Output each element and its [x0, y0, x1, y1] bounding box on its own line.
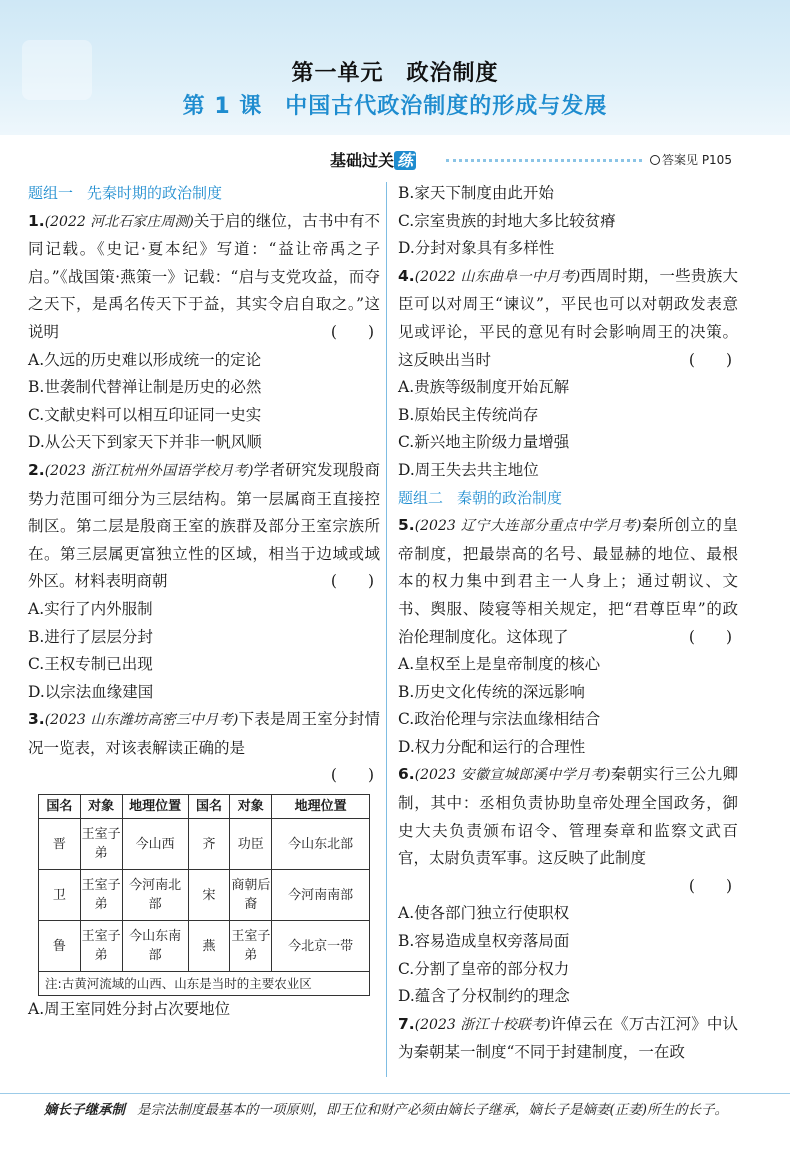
option-b[interactable]: B.进行了层层分封: [28, 627, 153, 646]
option-c[interactable]: C.文献史料可以相互印证同一史实: [28, 405, 262, 424]
left-column: [28, 180, 380, 1024]
question-source: (2023 安徽宣城郎溪中学月考): [414, 767, 611, 784]
option-b[interactable]: B.世袭制代替禅让制是历史的必然: [28, 378, 262, 397]
column-header: 国名: [188, 795, 230, 819]
question-stem: 许倬云在《万古江河》中认为秦朝某一制度“不同于封建制度，一在政: [398, 1014, 738, 1062]
answer-reference-text: 答案见 P105: [662, 153, 732, 167]
footnote-text: 是宗法制度最基本的一项原则，即王位和财产必须由嫡长子继承，嫡长子是嫡妻(正妻)所生的长子。: [137, 1102, 729, 1118]
question-7: [398, 1011, 738, 1067]
option-c[interactable]: C.新兴地主阶级力量增强: [398, 433, 570, 452]
column-header: 对象: [230, 795, 272, 819]
option-c[interactable]: C.宗室贵族的封地大多比较贫瘠: [398, 211, 616, 230]
option-c[interactable]: C.分割了皇帝的部分权力: [398, 959, 570, 978]
table-row: [39, 870, 370, 921]
search-icon: [650, 155, 660, 165]
question-number: 5.: [398, 516, 415, 535]
table-header-row: [39, 795, 370, 819]
question-number: 2.: [28, 460, 45, 479]
answer-blank[interactable]: ( ): [688, 627, 732, 646]
footnote: [0, 1093, 790, 1150]
question-number: 4.: [398, 266, 415, 285]
question-source: (2023 浙江十校联考): [414, 1016, 551, 1033]
table-cell: 晋: [39, 819, 81, 870]
option-a[interactable]: A.使各部门独立行使职权: [398, 904, 570, 923]
question-stem: 关于启的继位，古书中有不同记载。《史记·夏本纪》写道：“益让帝禹之子启。”《战国策·燕策一》记载：“启与支党攻益，而夺之天下，是禹名传天下于益，其实令启自取之。”这说明: [28, 211, 380, 341]
table-cell: 今北京一带: [272, 921, 370, 972]
answer-blank[interactable]: ( ): [330, 572, 374, 591]
option-b[interactable]: B.原始民主传统尚存: [398, 405, 539, 424]
table-cell: 齐: [188, 819, 230, 870]
question-4: [398, 263, 738, 485]
table-cell: 今山东南部: [122, 921, 188, 972]
table-cell: 今河南南部: [272, 870, 370, 921]
table-cell: 王室子弟: [80, 870, 122, 921]
question-number: 3.: [28, 710, 45, 729]
group-label: 题组一: [28, 184, 74, 202]
option-c[interactable]: C.王权专制已出现: [28, 655, 153, 674]
question-number: 7.: [398, 1014, 415, 1033]
column-header: 地理位置: [122, 795, 188, 819]
group-label: 题组二: [398, 488, 444, 507]
section-bar: [0, 148, 790, 174]
lesson-title: 第 1 课 中国古代政治制度的形成与发展: [182, 94, 608, 119]
table-cell: 商朝后裔: [230, 870, 272, 921]
question-stem: 西周时期，一些贵族大臣可以对周王“谏议”，平民也可以对朝政发表意见或评论，平民的意见有时会影响周王的决策。这反映出当时: [398, 266, 738, 369]
option-b[interactable]: B.容易造成皇权旁落局面: [398, 932, 570, 951]
option-a[interactable]: A.久远的历史难以形成统一的定论: [28, 350, 262, 369]
group-name: 先秦时期的政治制度: [87, 184, 223, 202]
option-a[interactable]: A.皇权至上是皇帝制度的核心: [398, 655, 601, 674]
table-cell: 燕: [188, 921, 230, 972]
table-cell: 鲁: [39, 921, 81, 972]
answer-blank[interactable]: ( ): [688, 350, 732, 369]
column-header: 对象: [80, 795, 122, 819]
option-d[interactable]: D.以宗法血缘建国: [28, 682, 154, 701]
question-3: [28, 706, 380, 1023]
table-note-row: [39, 972, 370, 996]
question-source: (2022 河北石家庄周测): [44, 213, 194, 230]
option-b[interactable]: B.家天下制度由此开始: [398, 184, 554, 202]
question-source: (2023 浙江杭州外国语学校月考): [44, 462, 254, 479]
question-number: 1.: [28, 211, 45, 230]
answer-blank[interactable]: ( ): [330, 766, 374, 785]
column-header: 国名: [39, 795, 81, 819]
dotted-rule: [446, 159, 642, 162]
table-cell: 今山西: [122, 819, 188, 870]
question-number: 6.: [398, 765, 415, 784]
question-stem: 秦所创立的皇帝制度，把最崇高的名号、最显赫的地位、最根本的权力集中到君主一人身上；通过朝议、文书、舆服、陵寝等相关规定，把“君尊臣卑”的政治伦理制度化。这体现了: [398, 516, 738, 646]
right-column: [398, 180, 738, 1067]
answer-reference: [650, 151, 732, 168]
section-title-accent: 练: [394, 151, 416, 170]
page-header: [0, 0, 790, 135]
option-a[interactable]: A.贵族等级制度开始瓦解: [398, 378, 570, 397]
table-note: 注:古黄河流域的山西、山东是当时的主要农业区: [39, 972, 370, 996]
fief-table: [38, 794, 370, 996]
unit-title: 第一单元 政治制度: [291, 61, 499, 86]
group-title-2: [398, 485, 738, 513]
question-stem: 下表是周王室分封情况一览表，对该表解读正确的是: [28, 710, 380, 757]
option-d[interactable]: D.蕴含了分权制约的理念: [398, 987, 570, 1006]
question-1: [28, 208, 380, 457]
section-title: [330, 148, 416, 171]
column-divider: [386, 182, 387, 1077]
option-d[interactable]: D.分封对象具有多样性: [398, 239, 555, 258]
table-row: [39, 819, 370, 870]
table-cell: 王室子弟: [230, 921, 272, 972]
section-title-main: 基础过关: [330, 151, 395, 170]
question-2: [28, 457, 380, 706]
footnote-term: 嫡长子继承制: [44, 1102, 125, 1118]
question-5: [398, 512, 738, 761]
table-cell: 功臣: [230, 819, 272, 870]
group-name: 秦朝的政治制度: [457, 488, 563, 507]
answer-blank[interactable]: ( ): [330, 322, 374, 341]
question-source: (2023 山东潍坊高密三中月考): [44, 712, 239, 729]
table-cell: 今河南北部: [122, 870, 188, 921]
question-6: [398, 761, 738, 1010]
table-cell: 卫: [39, 870, 81, 921]
option-d[interactable]: D.周王失去共主地位: [398, 460, 539, 479]
question-stem: 秦朝实行三公九卿制，其中：丞相负责协助皇帝处理全国政务，御史大夫负责颁布诏令、管理奏章和监察文武百官，太尉负责军事。这反映了此制度: [398, 765, 738, 868]
question-source: (2022 山东曲阜一中月考): [414, 268, 581, 285]
option-d[interactable]: D.权力分配和运行的合理性: [398, 737, 586, 756]
table-cell: 王室子弟: [80, 819, 122, 870]
table-row: [39, 921, 370, 972]
answer-blank[interactable]: ( ): [688, 876, 732, 895]
table-cell: 王室子弟: [80, 921, 122, 972]
group-title-1: [28, 180, 380, 208]
option-a[interactable]: A.周王室同姓分封占次要地位: [28, 1000, 231, 1019]
table-cell: 今山东北部: [272, 819, 370, 870]
option-a[interactable]: A.实行了内外服制: [28, 599, 153, 618]
table-cell: 宋: [188, 870, 230, 921]
option-d[interactable]: D.从公天下到家天下并非一帆风顺: [28, 433, 262, 452]
question-stem: 学者研究发现殷商势力范围可细分为三层结构。第一层属商王直接控制区。第二层是殷商王室的族群及部分王室宗族所在。第三层属更富独立性的区域，相当于边域或域外区。材料表明商朝: [28, 460, 380, 591]
column-header: 地理位置: [272, 795, 370, 819]
question-source: (2023 辽宁大连部分重点中学月考): [414, 518, 642, 535]
option-b[interactable]: B.历史文化传统的深远影响: [398, 682, 585, 701]
option-c[interactable]: C.政治伦理与宗法血缘相结合: [398, 710, 601, 729]
